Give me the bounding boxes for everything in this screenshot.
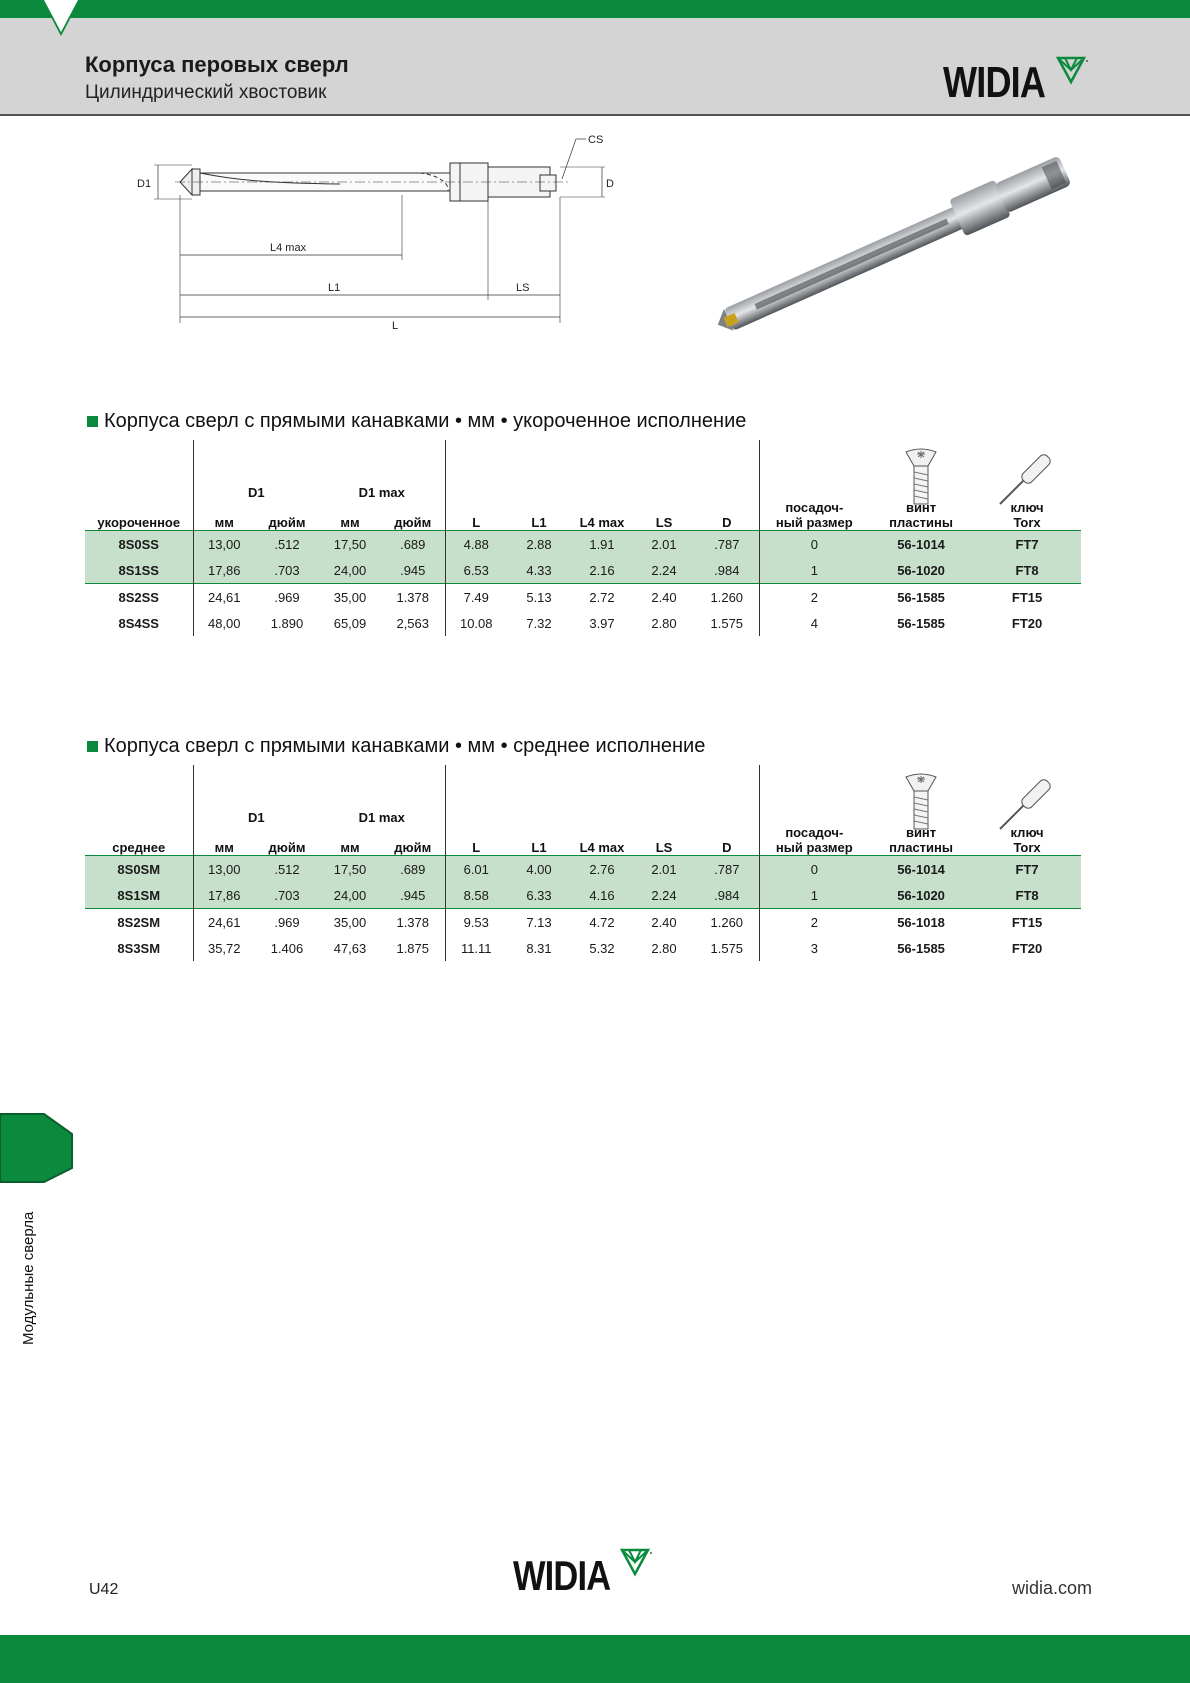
col-header-l1: L1 bbox=[531, 515, 547, 530]
table-cell: FT8 bbox=[973, 557, 1081, 584]
col-header-d1max-inch: дюйм bbox=[381, 500, 445, 531]
table-cell: 2.76 bbox=[571, 856, 633, 883]
table-cell: 35,72 bbox=[207, 940, 241, 956]
col-header-ls: LS bbox=[655, 840, 673, 855]
table-cell: 6.33 bbox=[507, 882, 571, 909]
table-row bbox=[85, 557, 1081, 584]
table-cell: 2.40 bbox=[633, 909, 695, 936]
dim-label-d: D bbox=[606, 178, 614, 190]
table-cell: FT8 bbox=[973, 882, 1081, 909]
col-header-d1-mm: мм bbox=[214, 840, 234, 855]
table-cell: 6.01 bbox=[445, 856, 507, 883]
table-cell: 56-1020 bbox=[869, 882, 973, 909]
table-cell: 2.24 bbox=[633, 882, 695, 909]
col-header-d1-inch: дюйм bbox=[268, 515, 306, 530]
table-cell: .703 bbox=[255, 557, 319, 584]
table-short-body bbox=[85, 531, 1081, 637]
table-cell: FT20 bbox=[1011, 940, 1043, 956]
table-cell: 1.260 bbox=[695, 584, 759, 611]
dim-label-d1: D1 bbox=[137, 178, 152, 190]
table-cell: 2.01 bbox=[633, 856, 695, 883]
table-cell: 5.13 bbox=[507, 584, 571, 611]
table-cell: 4 bbox=[810, 615, 818, 631]
table-cell: 35,00 bbox=[319, 584, 381, 611]
top-bar bbox=[0, 0, 1190, 18]
table-cell: 2.88 bbox=[507, 531, 571, 558]
table-cell: 9.53 bbox=[445, 909, 507, 936]
table-row bbox=[85, 610, 1081, 636]
col-header-d1-inch: дюйм bbox=[268, 840, 306, 855]
logo-triangle-icon bbox=[1056, 56, 1090, 86]
table-cell: 8S2SM bbox=[85, 909, 193, 936]
group-header-d1: D1 bbox=[247, 485, 265, 500]
table-row bbox=[85, 584, 1081, 611]
table-cell: 2.01 bbox=[633, 531, 695, 558]
table-cell: .969 bbox=[255, 909, 319, 936]
table-cell: .969 bbox=[255, 584, 319, 611]
table-cell: .945 bbox=[381, 882, 445, 909]
group-header-d1max: D1 max bbox=[319, 765, 445, 825]
section-marker-icon bbox=[87, 416, 98, 427]
table-cell: 2,563 bbox=[381, 610, 445, 636]
section-title-medium bbox=[87, 735, 705, 758]
table-cell: .512 bbox=[255, 531, 319, 558]
table-cell: 2 bbox=[759, 584, 869, 611]
col-header-seat-size: посадоч- ный размер bbox=[775, 825, 853, 855]
table-cell: 2.16 bbox=[571, 557, 633, 584]
table-cell: .703 bbox=[255, 882, 319, 909]
table-cell: 1.260 bbox=[695, 909, 759, 936]
table-cell: 4.33 bbox=[507, 557, 571, 584]
table-cell: 8S4SS bbox=[85, 610, 193, 636]
table-cell: .787 bbox=[695, 856, 759, 883]
table-cell: 1 bbox=[759, 882, 869, 909]
col-header-l4max: L4 max bbox=[579, 515, 625, 530]
group-header-d1: D1 bbox=[247, 810, 265, 825]
col-header-insert-screw: винт пластины bbox=[889, 500, 953, 530]
table-cell: 1.378 bbox=[381, 909, 445, 936]
table-cell: 1.378 bbox=[381, 584, 445, 611]
table-medium-body bbox=[85, 856, 1081, 962]
table-cell: 56-1014 bbox=[869, 856, 973, 883]
table-row bbox=[85, 909, 1081, 936]
table-cell: 56-1585 bbox=[897, 615, 945, 631]
col-header-ls: LS bbox=[655, 515, 673, 530]
widia-logo bbox=[943, 56, 1090, 108]
col-header-d: D bbox=[695, 825, 759, 856]
col-header-d: D bbox=[695, 500, 759, 531]
dim-label-ls: LS bbox=[516, 282, 530, 294]
section-title-text: Корпуса сверл с прямыми канавками • мм • среднее исполнение bbox=[104, 735, 706, 757]
table-cell: 8S3SM bbox=[85, 935, 193, 961]
table-cell: 56-1585 bbox=[869, 584, 973, 611]
table-cell: FT15 bbox=[973, 584, 1081, 611]
table-cell: 7.32 bbox=[526, 615, 552, 631]
table-cell: 5.32 bbox=[589, 940, 615, 956]
table-cell: 2.24 bbox=[633, 557, 695, 584]
table-cell: 13,00 bbox=[193, 531, 255, 558]
torx-key-icon bbox=[973, 765, 1081, 825]
table-cell: 2.80 bbox=[651, 940, 677, 956]
header-notch-inner bbox=[44, 0, 78, 32]
table-row bbox=[85, 531, 1081, 558]
dim-label-l4max: L4 max bbox=[270, 242, 307, 254]
table-cell: 10.08 bbox=[459, 615, 493, 631]
table-cell: 47,63 bbox=[333, 940, 367, 956]
page-header bbox=[0, 18, 1190, 116]
table-cell: 17,50 bbox=[319, 531, 381, 558]
table-cell: 56-1020 bbox=[869, 557, 973, 584]
table-cell: 1.91 bbox=[571, 531, 633, 558]
table-row bbox=[85, 935, 1081, 961]
table-cell: 1.575 bbox=[695, 935, 759, 961]
table-cell: 2.40 bbox=[633, 584, 695, 611]
table-cell: 2 bbox=[759, 909, 869, 936]
table-cell: .512 bbox=[255, 856, 319, 883]
table-cell: FT15 bbox=[973, 909, 1081, 936]
table-cell: 8S0SS bbox=[85, 531, 193, 558]
logo-triangle-icon bbox=[620, 1548, 654, 1578]
col-header-d1max-mm: мм bbox=[340, 515, 360, 530]
table-cell: 1.875 bbox=[381, 935, 445, 961]
side-tab bbox=[0, 1112, 76, 1184]
table-cell: .787 bbox=[695, 531, 759, 558]
table-cell: 8S1SS bbox=[85, 557, 193, 584]
dim-label-l: L bbox=[392, 320, 399, 332]
col-header-torx-key: ключ Torx bbox=[1010, 825, 1044, 855]
table-cell: 11.11 bbox=[460, 940, 492, 956]
table-cell: 0 bbox=[759, 856, 869, 883]
table-cell: 8S2SS bbox=[85, 584, 193, 611]
footer-bar bbox=[0, 1635, 1190, 1683]
col-header-l: L bbox=[472, 515, 481, 530]
table-cell: 7.13 bbox=[507, 909, 571, 936]
col-header-d1max-mm: мм bbox=[340, 840, 360, 855]
table-cell: 8.31 bbox=[526, 940, 552, 956]
technical-drawing bbox=[137, 134, 660, 350]
footer-logo bbox=[513, 1548, 654, 1600]
table-cell: 24,61 bbox=[193, 584, 255, 611]
table-row bbox=[85, 882, 1081, 909]
table-cell: 1.575 bbox=[695, 610, 759, 636]
table-cell: 35,00 bbox=[319, 909, 381, 936]
col-header-d1-mm: мм bbox=[214, 515, 234, 530]
side-tab-label: Модульные сверла bbox=[20, 1211, 37, 1345]
screw-icon bbox=[869, 765, 973, 825]
table-cell: 13,00 bbox=[193, 856, 255, 883]
table-cell: 3.97 bbox=[589, 615, 615, 631]
page-number: U42 bbox=[89, 1581, 119, 1598]
table-cell: 8S0SM bbox=[85, 856, 193, 883]
table-cell: FT7 bbox=[973, 531, 1081, 558]
table-cell: 56-1018 bbox=[869, 909, 973, 936]
table-cell: 4.72 bbox=[571, 909, 633, 936]
table-cell: .984 bbox=[695, 882, 759, 909]
table-cell: 4.88 bbox=[445, 531, 507, 558]
table-cell: 24,00 bbox=[319, 557, 381, 584]
table-cell: .689 bbox=[381, 531, 445, 558]
table-cell: 17,86 bbox=[193, 882, 255, 909]
table-cell: 1.890 bbox=[270, 615, 304, 631]
col-header-l1: L1 bbox=[531, 840, 547, 855]
table-cell: 7.49 bbox=[445, 584, 507, 611]
table-cell: 8S1SM bbox=[85, 882, 193, 909]
table-cell: FT20 bbox=[1011, 615, 1043, 631]
table-cell: .689 bbox=[381, 856, 445, 883]
table-cell: 56-1014 bbox=[869, 531, 973, 558]
col-header-type: среднее bbox=[85, 825, 193, 856]
col-header-seat-size: посадоч- ный размер bbox=[775, 500, 853, 530]
table-cell: .984 bbox=[695, 557, 759, 584]
page-subtitle: Цилиндрический хвостовик bbox=[85, 82, 327, 103]
table-cell: FT7 bbox=[973, 856, 1081, 883]
website-link[interactable]: widia.com bbox=[1012, 1578, 1093, 1598]
logo-wordmark: WIDIA bbox=[943, 58, 1046, 107]
table-short bbox=[85, 440, 1081, 636]
section-title-short bbox=[87, 410, 746, 433]
torx-key-icon bbox=[973, 440, 1081, 500]
table-cell: 17,50 bbox=[319, 856, 381, 883]
col-header-d1max-inch: дюйм bbox=[381, 825, 445, 856]
table-cell: 17,86 bbox=[193, 557, 255, 584]
dim-label-cs: CS bbox=[588, 134, 604, 146]
table-cell: 1 bbox=[759, 557, 869, 584]
col-header-l: L bbox=[472, 840, 481, 855]
table-cell: 1.406 bbox=[270, 940, 304, 956]
table-cell: 6.53 bbox=[445, 557, 507, 584]
table-cell: 2.80 bbox=[651, 615, 677, 631]
table-cell: .945 bbox=[381, 557, 445, 584]
group-header-d1max: D1 max bbox=[319, 440, 445, 500]
logo-wordmark: WIDIA bbox=[513, 1552, 611, 1599]
table-cell: 4.00 bbox=[507, 856, 571, 883]
table-cell: 24,00 bbox=[319, 882, 381, 909]
page-title: Корпуса перовых сверл bbox=[85, 52, 349, 77]
table-cell: 4.16 bbox=[571, 882, 633, 909]
table-cell: 48,00 bbox=[207, 615, 241, 631]
table-row bbox=[85, 856, 1081, 883]
col-header-torx-key: ключ Torx bbox=[1010, 500, 1044, 530]
section-marker-icon bbox=[87, 741, 98, 752]
section-title-text: Корпуса сверл с прямыми канавками • мм • укороченное исполнение bbox=[104, 410, 747, 432]
table-cell: 65,09 bbox=[333, 615, 367, 631]
table-cell: 2.72 bbox=[571, 584, 633, 611]
col-header-l4max: L4 max bbox=[579, 840, 625, 855]
col-header-type: укороченное bbox=[85, 500, 193, 531]
dim-label-l1: L1 bbox=[328, 282, 341, 294]
table-cell: 8.58 bbox=[445, 882, 507, 909]
table-medium bbox=[85, 765, 1081, 961]
table-cell: 56-1585 bbox=[897, 940, 945, 956]
table-cell: 3 bbox=[810, 940, 818, 956]
drill-body-image bbox=[715, 140, 1085, 310]
table-cell: 24,61 bbox=[193, 909, 255, 936]
col-header-insert-screw: винт пластины bbox=[889, 825, 953, 855]
screw-icon bbox=[869, 440, 973, 500]
table-cell: 0 bbox=[759, 531, 869, 558]
